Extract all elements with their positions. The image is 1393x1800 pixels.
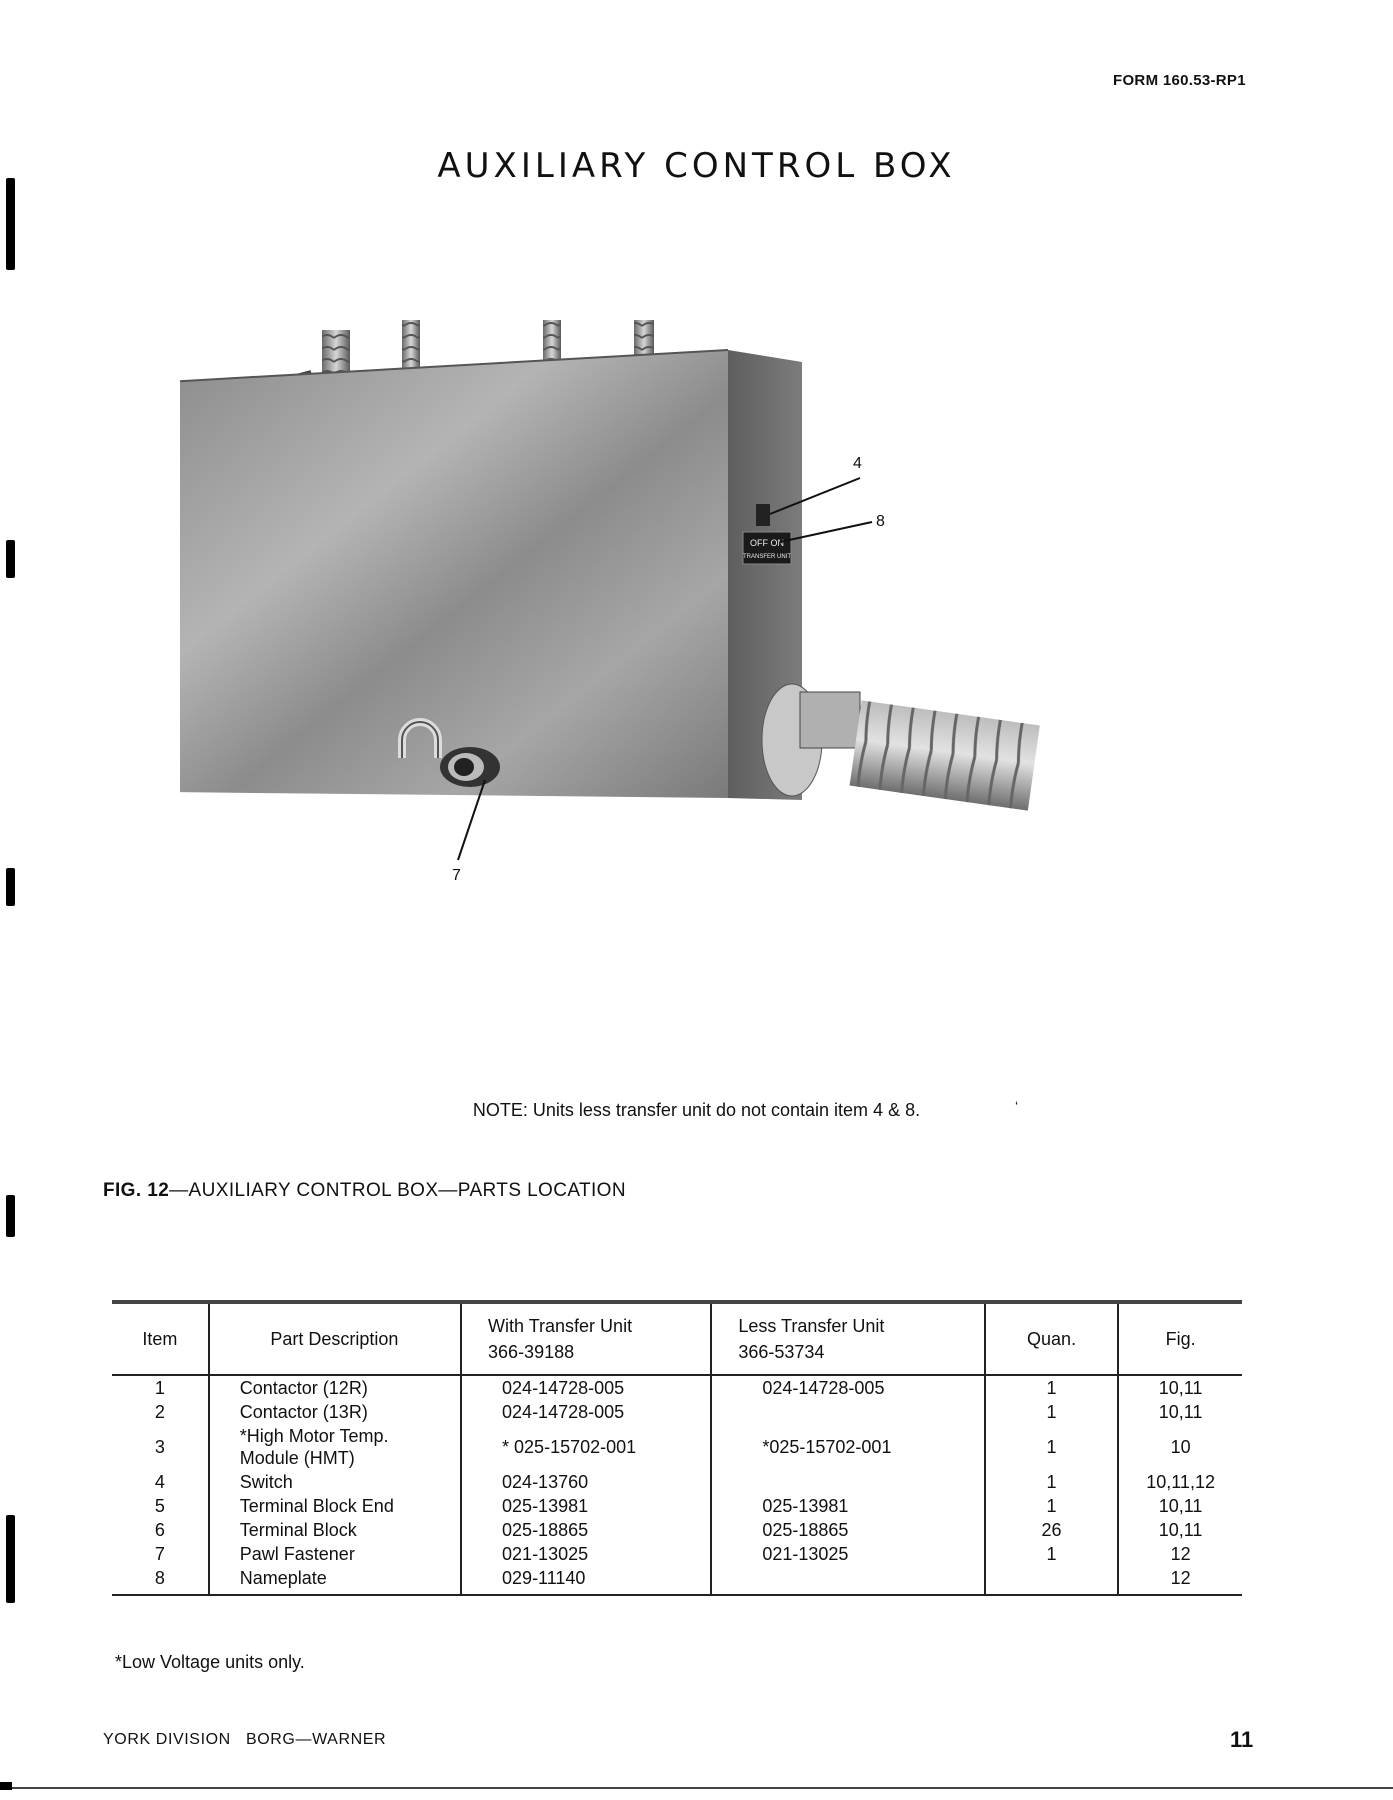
table-row: 8 Nameplate 029-11140 12 <box>112 1566 1242 1595</box>
page-title: AUXILIARY CONTROL BOX <box>437 146 956 186</box>
stray-mark: ‘ <box>1015 1098 1019 1114</box>
table-row: 3 *High Motor Temp. Module (HMT) * 025-15702-001 *025-15702-001 1 10 <box>112 1424 1242 1470</box>
col-quantity: Quan. <box>985 1302 1118 1375</box>
callout-7: 7 <box>452 867 461 884</box>
figure-caption-text: —AUXILIARY CONTROL BOX—PARTS LOCATION <box>169 1180 626 1201</box>
parts-table <box>112 1300 1242 1596</box>
binding-mark <box>6 178 15 270</box>
binding-mark <box>6 540 15 578</box>
svg-text:OFF ON: OFF ON <box>750 538 784 548</box>
callout-8: 8 <box>876 513 885 530</box>
col-item: Item <box>112 1302 209 1375</box>
table-row: 2 Contactor (13R) 024-14728-005 1 10,11 <box>112 1400 1242 1424</box>
col-with-transfer: With Transfer Unit 366-39188 <box>461 1302 711 1375</box>
form-number: FORM 160.53-RP1 <box>1113 72 1246 89</box>
table-footnote: *Low Voltage units only. <box>115 1652 305 1672</box>
svg-text:TRANSFER UNIT: TRANSFER UNIT <box>743 554 791 560</box>
col-less-transfer: Less Transfer Unit 366-53734 <box>711 1302 985 1375</box>
bottom-rule <box>0 1787 1393 1789</box>
table-row: 6 Terminal Block 025-18865 025-18865 26 10,11 <box>112 1518 1242 1542</box>
footer-company: YORK DIVISION BORG—WARNER <box>103 1731 387 1748</box>
table-row: 7 Pawl Fastener 021-13025 021-13025 1 12 <box>112 1542 1242 1566</box>
figure-number: FIG. 12 <box>103 1180 170 1201</box>
col-figure: Fig. <box>1118 1302 1242 1375</box>
table-row: 1 Contactor (12R) 024-14728-005 024-14728-005 1 10,11 <box>112 1375 1242 1400</box>
table-row: 5 Terminal Block End 025-13981 025-13981 1 10,11 <box>112 1494 1242 1518</box>
figure-note: NOTE: Units less transfer unit do not contain item 4 & 8. <box>472 1100 921 1120</box>
binding-mark <box>6 868 15 906</box>
col-description: Part Description <box>209 1302 461 1375</box>
table-header-row <box>112 1302 1242 1375</box>
figure-caption <box>103 1180 626 1202</box>
binding-mark <box>6 1195 15 1237</box>
binding-mark <box>6 1515 15 1603</box>
table-row: 4 Switch 024-13760 1 10,11,12 <box>112 1470 1242 1494</box>
callout-4: 4 <box>853 455 862 472</box>
control-box-photo <box>180 320 1200 960</box>
page-number: 11 <box>1230 1727 1254 1752</box>
bottom-mark <box>0 1782 12 1790</box>
